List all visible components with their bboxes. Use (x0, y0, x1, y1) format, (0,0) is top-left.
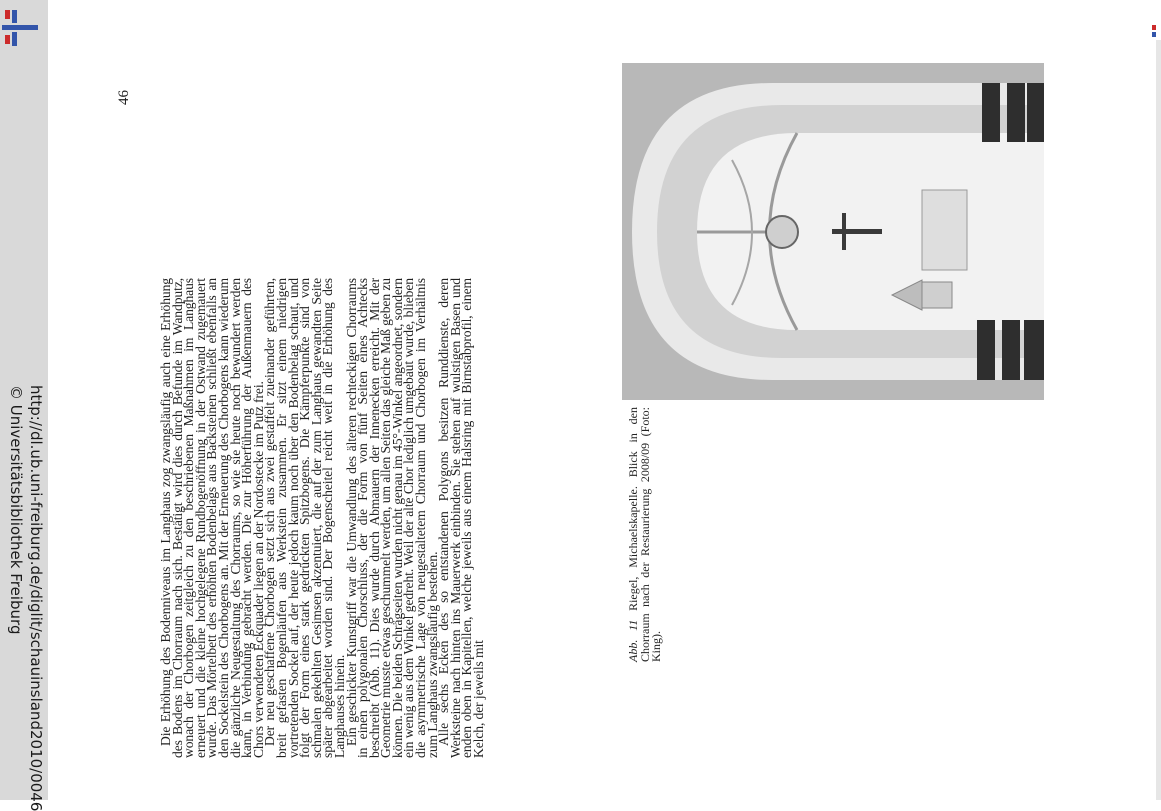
source-url-strip (0, 0, 48, 811)
paragraph: Der neu geschaffene Chorbogen setzt sich aus zwei gestaffelt zueinander geführten, breit gefasten Bogenläufen aus Werkstein zusammen. Er sitzt einem niedrigen vortretenden Sockel auf, der heute jedoch kaum noch über den Bodenbelag schaut, und folgt der Form eines stark gedrückten Spitzbogens. Die Kämpferpunkte sind von schmalen gekehlten Gesimsen akzentuiert, die auf der zum Langhaus gewandten Seite später abgearbeitet worden sind. Der Bogenscheitel reicht weit in die Erhöhung des Langhauses hinein. (262, 278, 347, 758)
paragraph: Ein geschickter Kunstgriff war die Umwandlung des älteren rechteckigen Chorraums in einen polygonalen Chorschluss, der die Form von fünf Seiten eines Achtecks beschreibt (Abb. 11). Dies wurde durch Abmauern der Innenecken erreicht. Mit der Geometrie musste etwas geschummelt werden, um allen Seiten das gleiche Maß geben zu können. Die beiden Schrägseiten wurden nicht genau im 45°-Winkel angeordnet, sondern ein wenig aus dem Winkel gedreht. Weil der alte Chor lediglich umgebaut wurde, blieben die asymmetrische Lage von neugestaltetem Chorraum und Chorbogen im Verhältnis zum Langhaus zwangsläufig bestehen. (343, 278, 440, 758)
paragraph: Die Erhöhung des Bodenniveaus im Langhaus zog zwangsläufig auch eine Erhöhung des Bodens im Chorraum nach sich. Bestätigt wird dies durch Befunde im Wandputz, wonach der Chorbogen zeitgleich zu den beschriebenen Maßnahmen im Langhaus erneuert und die kleine hochgelegene Rundbogenöffnung in der Ostwand zugemauert wurde. Das Mörtelbett des erhöhten Bodenbelags aus Backsteinen schließt ebenfalls an den Sockelstein des Chorbogens an. Mit der Erneuerung des Chorbogens kann wiederum die gänzliche Neugestaltung des Chorraums, so wie sie heute noch bewundert werden kann, in Verbindung gebracht werden. Die zur Höherführung der Außenmauern des Chors verwendeten Eckquader liegen an der Nordostecke im Putz frei. (158, 278, 266, 758)
paragraph: Alle sechs Ecken des so entstandenen Polygons besitzen Runddienste, deren Werksteine nach hinten ins Mauerwerk einbinden. Sie stehen auf wulstigen Basen und enden oben in Kapitellen, welche jeweils aus einem Halsring mit Birnstabprofil, einem Kelch, der jeweils mit (436, 278, 487, 758)
chapel-choir-photo (622, 63, 1044, 400)
body-text (160, 278, 485, 758)
copyright-notice: © Universitätsbibliothek Freiburg (7, 385, 25, 635)
scanned-page (100, 10, 1150, 770)
next-page-edge[interactable] (1156, 40, 1161, 800)
caption-label: Abb. 11 (626, 619, 640, 662)
figure-caption (628, 407, 663, 662)
next-page-logo-icon[interactable] (1152, 25, 1158, 39)
caption-text: Riegel, Michaelskapelle. Blick in den Chorraum nach der Restaurierung 2008/09 (Foto: King). (626, 407, 664, 662)
source-url[interactable]: http://dl.ub.uni-freiburg.de/diglit/schauinsland2010/0046 (27, 385, 45, 811)
page-number: 46 (116, 90, 132, 105)
